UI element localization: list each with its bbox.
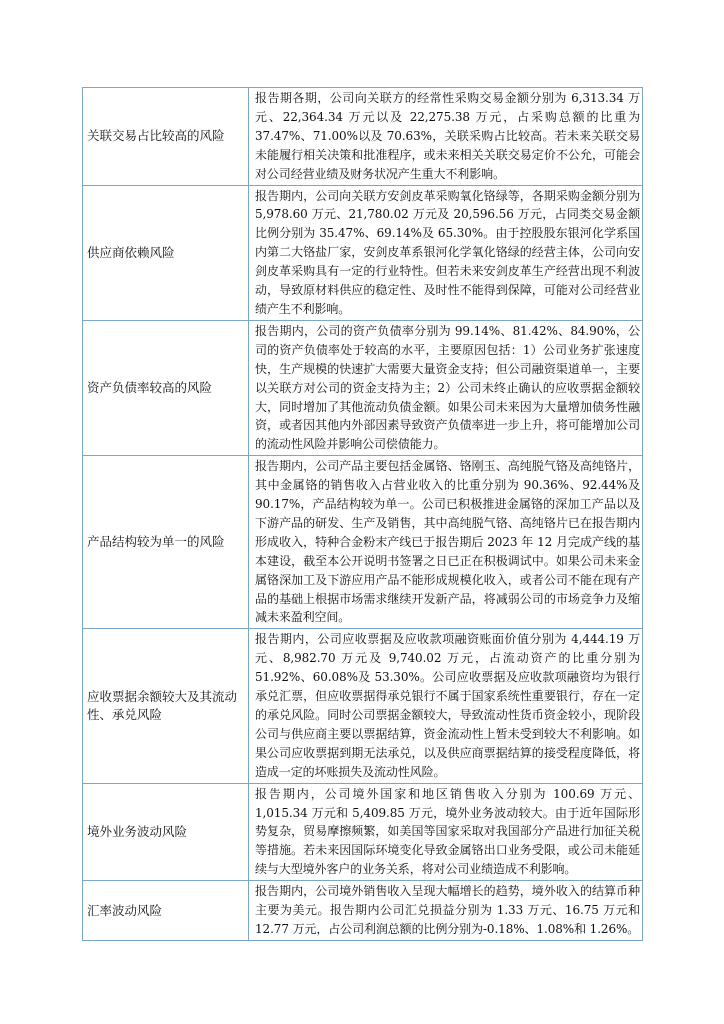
risk-name: 应收票据余额较大及其流动性、承兑风险 — [83, 629, 249, 783]
risk-row — [83, 629, 643, 783]
risk-description: 报告期内，公司的资产负债率分别为 99.14%、81.42%、84.90%，公司的资产负债率处于较高的水平，主要原因包括：1）公司业务扩张速度快，生产规模的快速扩大需要大量资金支持；但公司融资渠道单一，主要以关联方对公司的资金支持为主；2）公司未终止确认的应收票据金额较大，同时增加了其他流动负债金额。如果公司未来因为大量增加债务性融资，或者因其他内外部因素导致资产负债率进一步上升，将可能增加公司的流动性风险并影响公司偿债能力。 — [249, 320, 643, 455]
risk-description: 报告期内，公司境外国家和地区销售收入分别为 100.69 万元、1,015.34 万元和 5,409.85 万元，境外业务波动较大。由于近年国际形势复杂，贸易摩擦频繁，如美国等国家采取对我国部分产品进行加征关税等措施。若未来因国际环境变化导致金属铬出口业务受限，或公司未能延续与大型境外客户的业务关系，将对公司业绩造成不利影响。 — [249, 783, 643, 881]
risk-row — [83, 456, 643, 629]
risk-name: 境外业务波动风险 — [83, 783, 249, 881]
risk-table — [82, 87, 643, 941]
risk-row — [83, 881, 643, 941]
risk-name: 产品结构较为单一的风险 — [83, 456, 249, 629]
risk-row — [83, 783, 643, 881]
risk-name: 供应商依赖风险 — [83, 185, 249, 320]
risk-name: 关联交易占比较高的风险 — [83, 88, 249, 186]
risk-description: 报告期内，公司应收票据及应收款项融资账面价值分别为 4,444.19 万元、8,982.70 万元及 9,740.02 万元，占流动资产的比重分别为 51.92%、60.08%及 53.30%。公司应收票据及应收款项融资均为银行承兑汇票，但应收票据得承兑银行不属于国家系统性重要银行，存在一定的承兑风险。同时公司票据金额较大，导致流动性货币资金较小，现阶段公司与供应商主要以票据结算，资金流动性上暂未受到较大不利影响。如果公司应收票据到期无法承兑，以及供应商票据结算的接受程度降低，将造成一定的坏账损失及流动性风险。 — [249, 629, 643, 783]
risk-name: 汇率波动风险 — [83, 881, 249, 941]
risk-description: 报告期内，公司产品主要包括金属铬、铬刚玉、高纯脱气铬及高纯铬片，其中金属铬的销售收入占营业收入的比重分别为 90.36%、92.44%及 90.17%，产品结构较为单一。公司已积极推进金属铬的深加工产品以及下游产品的研发、生产及销售，其中高纯脱气铬、高纯铬片已在报告期内形成收入，特种合金粉末产线已于报告期后 2023 年 12 月完成产线的基本建设，截至本公开说明书签署之日已正在积极调试中。如果公司未来金属铬深加工及下游应用产品不能形成规模化收入，或者公司不能在现有产品的基础上根据市场需求继续开发新产品，将减弱公司的市场竞争力及缩减未来盈利空间。 — [249, 456, 643, 629]
risk-description: 报告期内，公司境外销售收入呈现大幅增长的趋势，境外收入的结算币种主要为美元。报告期内公司汇兑损益分别为 1.33 万元、16.75 万元和 12.77 万元，占公司利润总额的比例分别为-0.18%、1.08%和 1.26%。 — [249, 881, 643, 941]
risk-row — [83, 320, 643, 455]
risk-name: 资产负债率较高的风险 — [83, 320, 249, 455]
risk-row — [83, 88, 643, 186]
risk-description: 报告期各期，公司向关联方的经常性采购交易金额分别为 6,313.34 万元、22,364.34 万元以及 22,275.38 万元，占采购总额的比重为 37.47%、71.00%以及 70.63%，关联采购占比较高。若未来关联交易未能履行相关决策和批准程序，或未来相关关联交易定价不公允，可能会对公司经营业绩及财务状况产生重大不利影响。 — [249, 88, 643, 186]
risk-row — [83, 185, 643, 320]
risk-description: 报告期内，公司向关联方安剑皮革采购氧化铬绿等，各期采购金额分别为 5,978.60 万元、21,780.02 万元及 20,596.56 万元，占同类交易金额比例分别为 35.47%、69.14%及 65.30%。由于控股股东银河化学系国内第二大铬盐厂家，安剑皮革系银河化学氧化铬绿的经营主体，公司向安剑皮革采购具有一定的行业特性。但若未来安剑皮革生产经营出现不利波动，导致原材料供应的稳定性、及时性不能得到保障，可能对公司经营业绩产生不利影响。 — [249, 185, 643, 320]
